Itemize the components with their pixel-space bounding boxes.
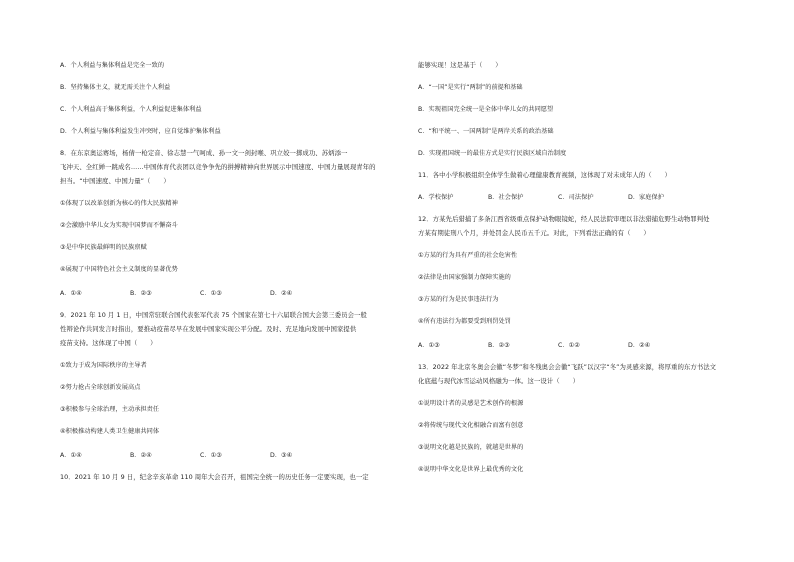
q12-item-4: ④所有违法行为都要受到刑罚处罚 xyxy=(418,318,511,325)
q11-choice-b: B．社会保护 xyxy=(488,194,524,201)
q12-item-2: ②法律是由国家强制力保障实施的 xyxy=(418,274,511,281)
q7-option-d: D．个人利益与集体利益发生冲突时，应自觉维护集体利益 xyxy=(60,128,221,135)
q8-choices xyxy=(60,290,340,297)
q9-choice-d: D．③④ xyxy=(270,452,293,459)
q9-item-3: ③积极参与全球治理，主动承担责任 xyxy=(60,406,160,413)
q9-stem-line1: 9．2021 年 10 月 1 日，中国常驻联合国代表张军代表 75 个国家在第七十六届联合国大会第三委员会一般 xyxy=(60,311,367,319)
q11-choice-c: C．司法保护 xyxy=(558,194,594,201)
q10-option-c: C．“和平统一、一国两制”是两岸关系的政治基础 xyxy=(418,128,554,135)
q8-choice-d: D．②④ xyxy=(270,290,293,297)
q12-stem-line2: 方某有期徒刑八个月，并处罚金人民币五千元。对此，下列看法正确的有（ ） xyxy=(418,229,650,237)
q8-item-4: ④展现了中国特色社会主义制度的显著优势 xyxy=(60,266,178,273)
q9-choice-b: B．②④ xyxy=(130,452,152,459)
q9-choice-c: C．①③ xyxy=(200,452,222,459)
q11-choice-d: D．家庭保护 xyxy=(628,194,665,201)
q13-item-3: ③说明文化越是民族的，就越是世界的 xyxy=(418,444,524,451)
q12-choice-d: D．②④ xyxy=(628,342,651,349)
q12-stem-line1: 12．方某先后猎捕了多条江西省级重点保护动物眼镜蛇，经人民法院审理以非法猎捕危野生动物罪判处 xyxy=(418,215,710,223)
q12-choice-b: B．②③ xyxy=(488,342,510,349)
q13-stem-line1: 13．2022 年北京冬奥会会徽“冬梦”和冬残奥会会徽“飞跃”以汉字“冬”为灵感来源，将厚重的东方书法文 xyxy=(418,363,717,371)
q12-item-1: ①方某的行为具有严重的社会危害性 xyxy=(418,252,518,259)
q11-choice-a: A．学校保护 xyxy=(418,194,454,201)
q9-choices xyxy=(60,452,340,459)
q8-item-3: ③是中华民族最鲜明的民族禀赋 xyxy=(60,244,147,251)
q8-stem-line3: 担当。“中国速度、中国力量”（ ） xyxy=(60,177,170,185)
q9-item-4: ④积极推动构建人类卫生健康共同体 xyxy=(60,428,160,435)
q7-option-c: C．个人利益高于集体利益，个人利益促进集体利益 xyxy=(60,106,202,113)
q13-item-1: ①说明设计者的灵感是艺术创作的根源 xyxy=(418,400,524,407)
q11-stem: 11．各中小学积极组织全体学生做着心理健康教育视频，这体现了对未成年人的（ ） xyxy=(418,171,671,179)
q10-option-d: D．实现祖国统一的最佳方式是实行民族区域自治制度 xyxy=(418,150,567,157)
q8-choice-c: C．①③ xyxy=(200,290,222,297)
q8-item-1: ①体现了以改革创新为核心的伟大民族精神 xyxy=(60,200,178,207)
q10-option-a: A．“一国”是实行“两制”的前提和基础 xyxy=(418,84,523,91)
q8-stem-line2: 飞冲天、全红婵一跳成名……中国体育代表团以竞争争先的拼搏精神向世界展示中国速度、中国力量展现青年的 xyxy=(60,163,376,171)
q8-stem-line1: 8．在东京奥运赛场，杨倩一枪定音、徐志慧一气呵成、孙一文一剑封喉、巩立姣一掷成功、苏炳添一 xyxy=(60,149,348,157)
q7-option-a: A．个人利益与集体利益是完全一致的 xyxy=(60,62,165,69)
q9-stem-line3: 疫苗支持。这体现了中国（ ） xyxy=(60,339,157,347)
q9-item-2: ②努力抢占全球创新发展高点 xyxy=(60,384,141,391)
q10-stem-line1: 10．2021 年 10 月 9 日，纪念辛亥革命 110 周年大会召开，祖国完全统一的历史任务一定要实现，也一定 xyxy=(60,473,369,481)
q7-option-b: B．坚持集体主义，就无需关注个人利益 xyxy=(60,84,171,91)
q10-stem-line2: 能够实现！这是基于（ ） xyxy=(418,61,502,69)
q8-item-2: ②会激励中华儿女为实现中国梦而不懈奋斗 xyxy=(60,222,178,229)
q12-choice-a: A．①③ xyxy=(418,342,440,349)
q8-choice-b: B．②③ xyxy=(130,290,152,297)
q12-choice-c: C．①② xyxy=(558,342,580,349)
q11-choices xyxy=(418,194,698,201)
q13-item-4: ④说明中华文化是世界上最优秀的文化 xyxy=(418,466,524,473)
q10-option-b: B．实现祖国完全统一是全体中华儿女的共同愿望 xyxy=(418,106,554,113)
q8-choice-a: A．①④ xyxy=(60,290,82,297)
q12-item-3: ③方某的行为是民事违法行为 xyxy=(418,296,499,303)
q13-stem-line2: 化底蕴与现代冰雪运动风格融为一体。这一设计（ ） xyxy=(418,377,580,385)
q13-item-2: ②将传统与现代文化相融合而富有创意 xyxy=(418,422,524,429)
q9-choice-a: A．①④ xyxy=(60,452,82,459)
q9-stem-line2: 性辩论作共同发言时指出，要推动疫苗尽早在发展中国家实现公平分配。及时、充足地向发展中国家提供 xyxy=(60,325,357,333)
q12-choices xyxy=(418,342,698,349)
q9-item-1: ①致力于成为国际秩序的主导者 xyxy=(60,362,147,369)
